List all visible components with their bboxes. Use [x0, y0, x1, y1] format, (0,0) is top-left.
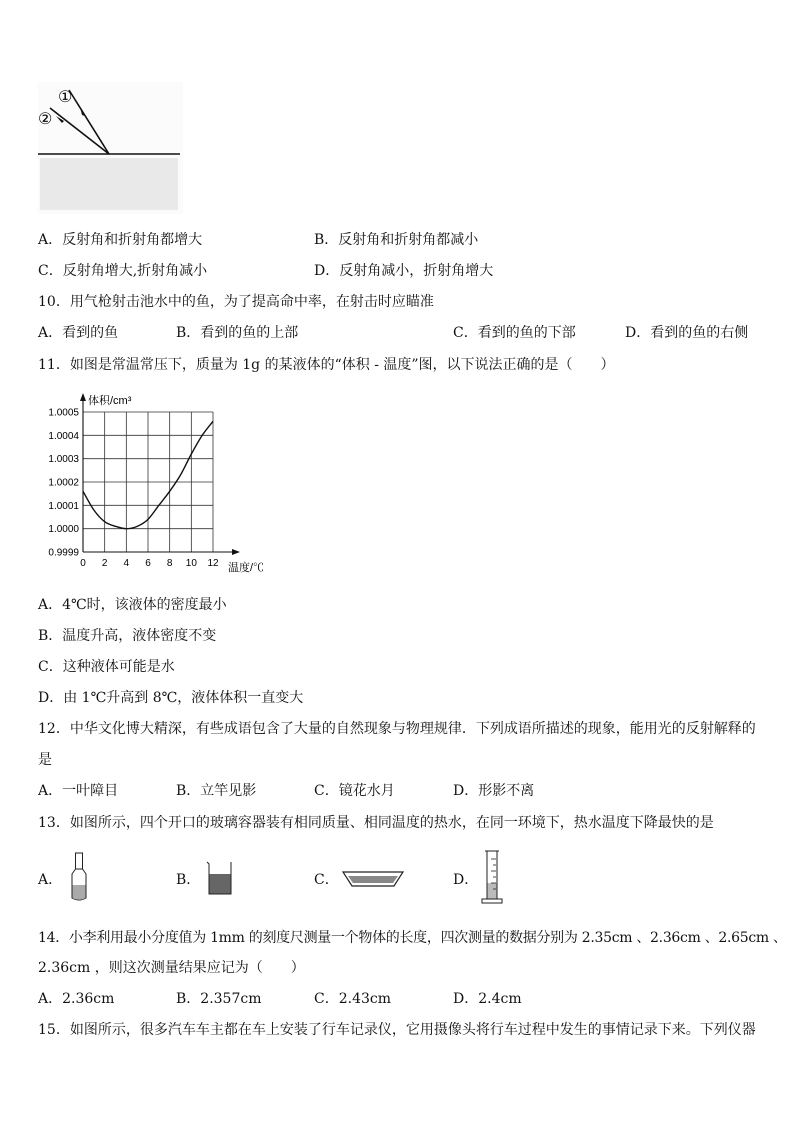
q9-option-b: B．反射角和折射角都减小 — [314, 232, 479, 248]
x-tick-label: 8 — [166, 558, 173, 569]
q12-option-c: C．镜花水月 — [314, 783, 395, 799]
x-tick-label: 4 — [123, 558, 130, 569]
q13-stem: 13．如图所示，四个开口的玻璃容器装有相同质量、相同温度的热水，在同一环境下，热水温度下降最快的是 — [38, 815, 714, 831]
ray2-label: ② — [38, 111, 53, 128]
ray1-label: ① — [58, 89, 73, 106]
beaker-icon — [205, 860, 235, 896]
q13-option-a: A． — [38, 872, 63, 888]
y-axis-label: 体积/cm³ — [88, 395, 132, 407]
q12-stem-line2: 是 — [38, 752, 52, 768]
q10-option-a: A．看到的鱼 — [38, 325, 119, 341]
y-tick-label: 1.0000 — [48, 524, 79, 536]
q12-option-d: D．形影不离 — [453, 783, 535, 799]
y-tick-label: 1.0003 — [48, 454, 79, 466]
q9-option-a: A．反射角和折射角都增大 — [38, 232, 203, 248]
q11-option-c: C．这种液体可能是水 — [38, 659, 175, 675]
q15-stem: 15．如图所示，很多汽车车主都在车上安装了行车记录仪，它用摄像头将行车过程中发生的事情记录下来。下列仪器 — [38, 1022, 756, 1038]
q10-stem: 10．用气枪射击池水中的鱼，为了提高命中率，在射击时应瞄准 — [38, 294, 434, 310]
narrow-bottle-icon — [70, 852, 88, 902]
q12-stem-line1: 12．中华文化博大精深，有些成语包含了大量的自然现象与物理规律．下列成语所描述的现象，能用光的反射解释的 — [38, 721, 756, 737]
q11-option-a: A．4℃时，该液体的密度最小 — [38, 597, 227, 613]
q10-option-d: D．看到的鱼的右侧 — [625, 325, 749, 341]
y-axis-arrow — [80, 393, 86, 401]
q11-option-d: D．由 1℃升高到 8℃，液体体积一直变大 — [38, 690, 304, 706]
q12-option-b: B．立竿见影 — [176, 783, 257, 799]
graduated-cylinder-icon — [481, 849, 503, 907]
y-tick-label: 0.9999 — [48, 547, 79, 559]
volume-temperature-chart — [38, 390, 278, 575]
y-tick-label: 1.0004 — [48, 430, 79, 442]
q14-option-c: C．2.43cm — [314, 991, 391, 1007]
x-tick-label: 2 — [101, 558, 108, 569]
q10-option-b: B．看到的鱼的上部 — [176, 325, 299, 341]
q11-stem: 11．如图是常温常压下，质量为 1g 的某液体的“体积 - 温度”图，以下说法正确的是（ ） — [38, 357, 615, 373]
reflection-figure — [38, 82, 183, 214]
y-tick-label: 1.0005 — [48, 407, 79, 419]
q13-option-c: C． — [314, 872, 339, 888]
q13-option-b: B． — [176, 872, 201, 888]
q14-option-a: A．2.36cm — [38, 991, 115, 1007]
q12-option-a: A．一叶障目 — [38, 783, 119, 799]
q14-stem-line1: 14．小李利用最小分度值为 1mm 的刻度尺测量一个物体的长度，四次测量的数据分别为 2.35cm 、2.36cm 、2.65cm 、 — [38, 930, 787, 946]
x-axis-label: 温度/℃ — [228, 562, 265, 574]
q14-option-d: D．2.4cm — [453, 991, 522, 1007]
q9-option-d: D．反射角减小，折射角增大 — [314, 263, 494, 279]
x-tick-label: 12 — [207, 558, 219, 569]
y-tick-label: 1.0002 — [48, 477, 79, 489]
q14-stem-line2: 2.36cm ，则这次测量结果应记为（ ） — [38, 960, 305, 976]
x-tick-label: 6 — [145, 558, 151, 569]
q11-option-b: B．温度升高，液体密度不变 — [38, 628, 217, 644]
q14-option-b: B．2.357cm — [176, 991, 262, 1007]
q10-option-c: C．看到的鱼的下部 — [453, 325, 576, 341]
q13-option-d: D． — [453, 872, 479, 888]
x-tick-label: 10 — [185, 558, 197, 569]
shallow-dish-icon — [342, 870, 404, 888]
q9-option-c: C．反射角增大,折射角减小 — [38, 263, 208, 279]
x-tick-label: 0 — [80, 558, 86, 569]
x-axis-arrow — [232, 549, 240, 555]
y-tick-label: 1.0001 — [48, 500, 79, 512]
